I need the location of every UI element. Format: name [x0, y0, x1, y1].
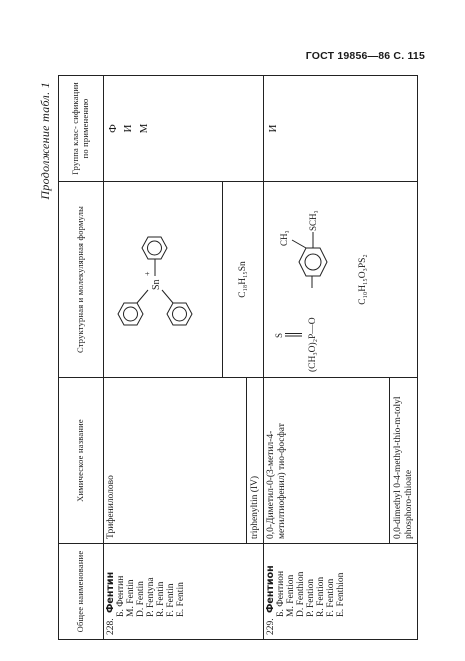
table-header-row — [59, 76, 104, 640]
page-header: ГОСТ 19856—86 С. 115 — [305, 50, 425, 62]
header-structural-formula: Структурная и молекулярная формулы — [59, 182, 104, 378]
synonym: E. Fentin — [175, 582, 186, 617]
rotated-table-container — [36, 76, 426, 640]
synonym: Б. Фентин — [115, 575, 126, 617]
synonym: Б. Фентион — [275, 570, 286, 617]
classification-cell — [264, 76, 418, 182]
row-number: 229. — [266, 618, 276, 635]
synonym: P. Fentyna — [145, 577, 156, 617]
structural-formula-cell — [264, 182, 418, 378]
fenthion-structure-diagram — [264, 182, 348, 377]
pesticide-table — [58, 75, 418, 640]
class-code: М — [137, 123, 150, 134]
common-name: Фентин — [105, 571, 116, 613]
chemical-name-en: 0,0-dimethyl 0-4-methyl-thio-m-tolyl phosphoro-thioate — [389, 378, 417, 543]
chemical-name-cell — [264, 378, 418, 544]
fentin-structure-diagram — [104, 182, 200, 377]
continuation-label: Продолжение табл. 1 — [38, 82, 52, 200]
common-name: Фентион — [265, 565, 276, 613]
class-code: И — [122, 124, 135, 133]
header-chemical-name: Химическое название — [59, 378, 104, 544]
methylthio-label: SCH₃ — [308, 210, 318, 232]
synonym: D. Fentin — [135, 581, 146, 617]
charge-label: + — [143, 271, 152, 277]
header-common-name: Общее наименование — [59, 544, 104, 640]
chemical-name-cell — [104, 378, 264, 544]
dimethoxyphosphoryl-label: (CH₃O)₂P—O — [308, 317, 318, 373]
synonym: F. Fention — [325, 578, 336, 617]
chemical-name-ru: 0,0-Диметил-0-(3-метил-4-метилтиофенил) тио-фосфат — [266, 423, 287, 539]
molecular-formula: C₁₈H₁₅Sn — [238, 261, 249, 298]
class-code: И — [267, 124, 279, 133]
chemical-name-en: triphenyltin (IV) — [246, 378, 263, 543]
tin-atom-label: Sn — [151, 279, 162, 291]
synonym: P. Fention — [305, 578, 316, 617]
row-number: 228. — [106, 618, 116, 635]
class-code: Ф — [107, 124, 119, 133]
synonym: R. Fentin — [155, 581, 166, 617]
synonym: E. Fenthion — [335, 572, 346, 617]
synonym: R. Fention — [315, 576, 326, 617]
formula-divider — [222, 182, 223, 377]
methyl-label: CH₃ — [279, 230, 289, 247]
header-classification: Группа клас- сификации по применению — [59, 76, 104, 182]
structural-formula-cell — [104, 182, 264, 378]
synonym: М. Fentin — [125, 579, 136, 617]
synonym: D. Fenthion — [295, 571, 306, 617]
table-row — [104, 76, 264, 640]
common-name-cell — [264, 544, 418, 640]
chemical-name-ru: Трифенилолово — [106, 475, 116, 539]
table-row — [264, 76, 418, 640]
synonym: М. Fention — [285, 574, 296, 617]
common-name-cell — [104, 544, 264, 640]
thiono-sulfur-label: S — [274, 333, 284, 339]
synonym: F. Fentin — [165, 583, 176, 617]
molecular-formula: C₁₀H₁₅O₃PS₂ — [358, 254, 369, 305]
classification-cell — [104, 76, 264, 182]
